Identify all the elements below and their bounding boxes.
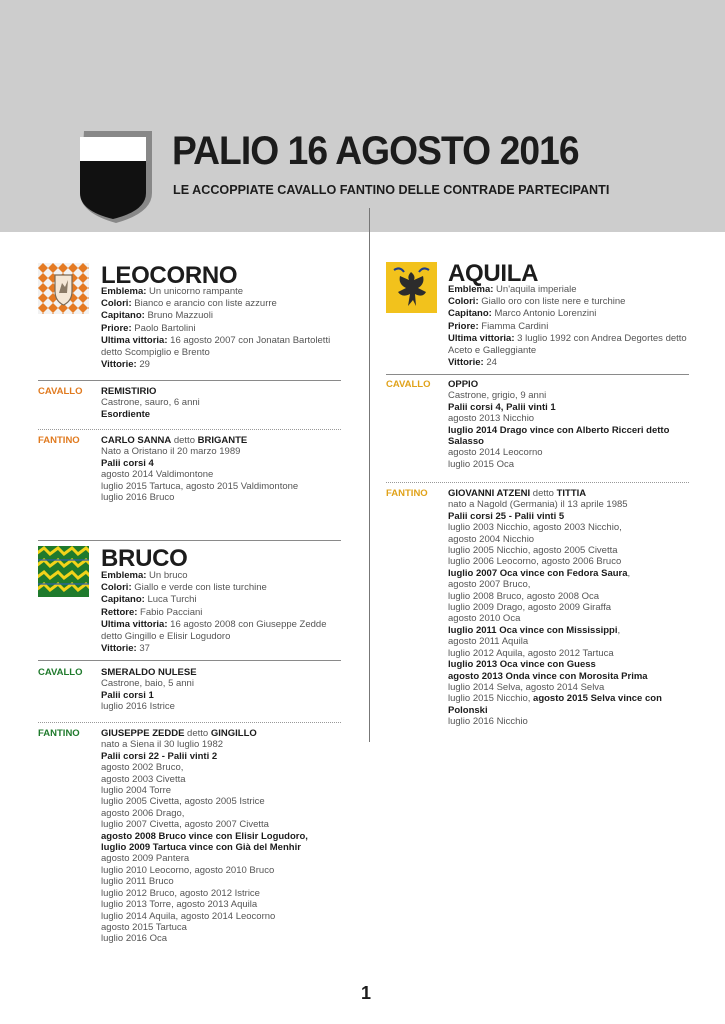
aquila-fantino-text: agosto 2010 Oca: [448, 613, 521, 625]
aquila-info-line: [448, 296, 687, 308]
aquila-fantino-text: luglio 2014 Selva, agosto 2014 Selva: [448, 681, 605, 693]
bruco-cavallo-text: Castrone, baio, 5 anni: [101, 678, 194, 690]
leocorno-info-line: [101, 286, 330, 298]
leocorno-info-value: 29: [136, 359, 150, 371]
bruco-fantino-line: [101, 888, 308, 899]
eagle-icon: [386, 262, 437, 313]
bruco-fantino-detto: detto: [184, 728, 211, 739]
unicorn-shield-icon: [38, 263, 89, 314]
aquila-fantino-line: [448, 625, 662, 636]
aquila-info: [448, 284, 687, 369]
aquila-fantino-text: luglio 2016 Nicchio: [448, 716, 528, 728]
aquila-fantino-text: luglio 2005 Nicchio, agosto 2005 Civetta: [448, 545, 618, 557]
aquila-fantino-nickname: TITTIA: [556, 488, 587, 499]
aquila-cavallo-entry: [448, 379, 669, 470]
bruco-info-line: [101, 607, 327, 619]
bruco-cavallo-line: [101, 690, 197, 701]
bruco-fantino-text: agosto 2002 Bruco,: [101, 762, 184, 774]
bruco-fantino-text: luglio 2012 Bruco, agosto 2012 Istrice: [101, 887, 260, 899]
leocorno-cavallo-line: [101, 386, 200, 397]
bruco-fantino-line: [101, 739, 308, 750]
leocorno-info-key: Colori:: [101, 298, 132, 310]
bruco-fantino-text: luglio 2007 Civetta, agosto 2007 Civetta: [101, 819, 269, 831]
bruco-info-value: Giallo e verde con liste turchine: [131, 582, 267, 594]
leocorno-info-value: Bruno Mazzuoli: [144, 310, 213, 322]
aquila-info-key: Vittorie:: [448, 357, 484, 369]
aquila-cavallo-text: Salasso: [448, 436, 484, 448]
aquila-info-key: Colori:: [448, 296, 479, 308]
bruco-info-line: [101, 619, 327, 631]
aquila-fantino-tail: ,: [617, 624, 621, 636]
aquila-cavallo-text: agosto 2014 Leocorno: [448, 447, 543, 459]
bruco-info-line: [101, 570, 327, 582]
bruco-fantino-line: [101, 728, 308, 739]
bruco-fantino-text: nato a Siena il 30 luglio 1982: [101, 739, 224, 751]
caterpillar-icon: [38, 546, 89, 597]
bruco-info-line: [101, 643, 327, 655]
bruco-cavallo-line: [101, 701, 197, 712]
leocorno-fantino-text: agosto 2014 Valdimontone: [101, 469, 214, 481]
page-title: PALIO 16 AGOSTO 2016: [172, 129, 579, 173]
bruco-info-value: Luca Turchi: [144, 594, 197, 606]
bruco-fantino-line: [101, 751, 308, 762]
aquila-fantino-line: [448, 671, 662, 682]
page-number: 1: [361, 983, 372, 1003]
bruco-fantino-line: [101, 785, 308, 796]
aquila-info-key: Emblema:: [448, 284, 494, 295]
bruco-fantino-text: luglio 2010 Leocorno, agosto 2010 Bruco: [101, 864, 275, 876]
bruco-dotted-rule: [38, 722, 341, 723]
aquila-cavallo-line: [448, 413, 669, 424]
bruco-fantino-line: [101, 899, 308, 910]
leocorno-fantino-text: luglio 2016 Bruco: [101, 492, 175, 504]
bruco-fantino-text: luglio 2004 Torre: [101, 785, 172, 797]
bruco-info-line: [101, 594, 327, 606]
leocorno-info-key: Capitano:: [101, 310, 145, 322]
bruco-fantino-line: [101, 865, 308, 876]
bruco-info-key: Colori:: [101, 582, 132, 594]
aquila-info-line: [448, 321, 687, 333]
bruco-cavallo-text: luglio 2016 Istrice: [101, 701, 175, 713]
aquila-fantino-line: [448, 522, 662, 533]
leocorno-info-value: Paolo Bartolini: [131, 322, 196, 334]
bruco-rule: [38, 660, 341, 661]
leocorno-fantino-detto: detto: [171, 435, 198, 446]
aquila-fantino-text: GIOVANNI ATZENI: [448, 488, 531, 499]
bruco-fantino-text: agosto 2006 Drago,: [101, 807, 185, 819]
aquila-fantino-line: [448, 693, 662, 704]
leocorno-cavallo-entry: [101, 386, 200, 420]
bruco-fantino-text: agosto 2015 Tartuca: [101, 921, 187, 933]
leocorno-info-line: [101, 310, 330, 322]
aquila-fantino-text: agosto 2013 Onda vince con Morosita Prima: [448, 670, 648, 682]
leocorno-fantino-text: Nato a Oristano il 20 marzo 1989: [101, 446, 241, 458]
page-subtitle: LE ACCOPPIATE CAVALLO FANTINO DELLE CONTRADE PARTECIPANTI: [173, 183, 610, 197]
bruco-cavallo-line: [101, 678, 197, 689]
aquila-info-value: 3 luglio 1992 con Andrea Degortes detto: [514, 332, 687, 344]
aquila-cavallo-label: CAVALLO: [386, 379, 431, 390]
leocorno-cavallo-label: CAVALLO: [38, 386, 83, 397]
aquila-fantino-text: luglio 2009 Drago, agosto 2009 Giraffa: [448, 602, 612, 614]
bruco-fantino-text: luglio 2013 Torre, agosto 2013 Aquila: [101, 899, 258, 911]
aquila-fantino-line: [448, 556, 662, 567]
aquila-fantino-line: [448, 568, 662, 579]
leocorno-info-line: [101, 323, 330, 335]
aquila-info-line: [448, 333, 687, 345]
bruco-fantino-text: Palii corsi 22 - Palii vinti 2: [101, 750, 218, 762]
bruco-fantino-line: [101, 853, 308, 864]
leocorno-info-line: [101, 298, 330, 310]
bruco-fantino-text: luglio 2011 Bruco: [101, 876, 174, 888]
bruco-fantino-text: agosto 2009 Pantera: [101, 853, 190, 865]
aquila-info-key: Capitano:: [448, 308, 492, 320]
leocorno-fantino-nickname: BRIGANTE: [197, 435, 248, 446]
bruco-info-key: Emblema:: [101, 570, 147, 581]
aquila-fantino-line: [448, 648, 662, 659]
bruco-fantino-text: agosto 2003 Civetta: [101, 773, 186, 785]
aquila-name: AQUILA: [448, 260, 539, 287]
bruco-info: [101, 570, 327, 655]
bruco-fantino-line: [101, 933, 308, 944]
aquila-fantino-line: [448, 716, 662, 727]
aquila-cavallo-text: Castrone, grigio, 9 anni: [448, 390, 547, 402]
bruco-fantino-line: [101, 842, 308, 853]
aquila-cavallo-line: [448, 390, 669, 401]
bruco-fantino-line: [101, 831, 308, 842]
aquila-info-value: Fiamma Cardini: [478, 320, 549, 332]
bruco-fantino-line: [101, 808, 308, 819]
bruco-fantino-text: luglio 2009 Tartuca vince con Già del Menhir: [101, 842, 301, 854]
bruco-fantino-line: [101, 762, 308, 773]
bruco-cavallo-text: SMERALDO NULESE: [101, 667, 197, 678]
bruco-cavallo-line: [101, 667, 197, 678]
leocorno-fantino-text: CARLO SANNA: [101, 435, 172, 446]
aquila-fantino-text: nato a Nagold (Germania) il 13 aprile 1985: [448, 499, 628, 511]
aquila-fantino-label: FANTINO: [386, 488, 428, 499]
bruco-info-key: Ultima vittoria:: [101, 618, 168, 630]
aquila-info-value: 24: [483, 357, 497, 369]
aquila-fantino-line: [448, 545, 662, 556]
leocorno-info-line: [101, 347, 330, 359]
aquila-fantino-line: [448, 705, 662, 716]
bruco-fantino-entry: [101, 728, 308, 945]
aquila-fantino-boldtail: agosto 2015 Selva vince con: [533, 693, 662, 705]
bruco-info-line: [101, 582, 327, 594]
aquila-cavallo-line: [448, 402, 669, 413]
aquila-info-line: [448, 345, 687, 357]
bruco-fantino-line: [101, 796, 308, 807]
leocorno-fantino-line: [101, 492, 298, 503]
aquila-fantino-text: luglio 2013 Oca vince con Guess: [448, 659, 596, 671]
aquila-cavallo-line: [448, 459, 669, 470]
bruco-info-line: [101, 631, 327, 643]
aquila-cavallo-text: luglio 2014 Drago vince con Alberto Ricceri detto: [448, 424, 670, 436]
aquila-dotted-rule: [386, 482, 689, 483]
bruco-info-key: Rettore:: [101, 606, 138, 618]
leocorno-cavallo-line: [101, 409, 200, 420]
aquila-fantino-text: agosto 2007 Bruco,: [448, 579, 531, 591]
leocorno-fantino-line: [101, 435, 298, 446]
leocorno-info-key: Priore:: [101, 322, 132, 334]
leocorno-fantino-entry: [101, 435, 298, 503]
aquila-fantino-line: [448, 499, 662, 510]
leocorno-cavallo-text: REMISTIRIO: [101, 386, 157, 397]
leocorno-info-value: Bianco e arancio con liste azzurre: [131, 298, 277, 310]
aquila-fantino-text: luglio 2003 Nicchio, agosto 2003 Nicchio,: [448, 522, 622, 534]
aquila-fantino-detto: detto: [530, 488, 557, 499]
aquila-fantino-text: agosto 2011 Aquila: [448, 636, 529, 648]
bruco-info-value: detto Gingillo e Elisir Logudoro: [101, 631, 231, 643]
bruco-fantino-label: FANTINO: [38, 728, 80, 739]
leocorno-cavallo-text: Esordiente: [101, 408, 151, 420]
aquila-cavallo-text: luglio 2015 Oca: [448, 458, 515, 470]
aquila-info-key: Ultima vittoria:: [448, 332, 515, 344]
aquila-fantino-line: [448, 602, 662, 613]
aquila-fantino-tail: ,: [627, 567, 631, 579]
aquila-info-value: Giallo oro con liste nere e turchine: [478, 296, 626, 308]
leocorno-fantino-text: Palii corsi 4: [101, 457, 154, 469]
aquila-rule: [386, 374, 689, 375]
aquila-info-line: [448, 284, 687, 296]
leocorno-fantino-text: luglio 2015 Tartuca, agosto 2015 Valdimontone: [101, 480, 299, 492]
aquila-fantino-text: agosto 2004 Nicchio: [448, 533, 535, 545]
bruco-fantino-nickname: GINGILLO: [210, 728, 257, 739]
leocorno-info-key: Vittorie:: [101, 359, 137, 371]
aquila-info-value: Marco Antonio Lorenzini: [491, 308, 597, 320]
bruco-cavallo-text: Palii corsi 1: [101, 689, 154, 701]
bruco-fantino-line: [101, 774, 308, 785]
aquila-cavallo-line: [448, 425, 669, 436]
leocorno-dotted-rule: [38, 429, 341, 430]
aquila-fantino-line: [448, 511, 662, 522]
leocorno-info: [101, 286, 330, 371]
aquila-cavallo-line: [448, 379, 669, 390]
leocorno-fantino-line: [101, 446, 298, 457]
aquila-fantino-text: Palii corsi 25 - Palii vinti 5: [448, 510, 565, 522]
aquila-fantino-entry: [448, 488, 662, 728]
bruco-name: BRUCO: [101, 545, 188, 572]
bruco-fantino-line: [101, 922, 308, 933]
leocorno-rule: [38, 380, 341, 381]
bruco-fantino-text: agosto 2008 Bruco vince con Elisir Logudoro,: [101, 830, 308, 842]
aquila-info-line: [448, 357, 687, 369]
bruco-cavallo-entry: [101, 667, 197, 713]
aquila-fantino-line: [448, 682, 662, 693]
aquila-info-value: Un'aquila imperiale: [493, 284, 577, 295]
aquila-cavallo-line: [448, 447, 669, 458]
aquila-fantino-line: [448, 488, 662, 499]
bruco-info-value: Un bruco: [146, 570, 188, 581]
aquila-fantino-line: [448, 636, 662, 647]
bruco-fantino-line: [101, 876, 308, 887]
bruco-fantino-text: luglio 2016 Oca: [101, 933, 168, 945]
aquila-fantino-line: [448, 579, 662, 590]
aquila-cavallo-text: agosto 2013 Nicchio: [448, 413, 535, 425]
bruco-cavallo-label: CAVALLO: [38, 667, 83, 678]
leocorno-info-value: Un unicorno rampante: [146, 286, 244, 297]
aquila-info-value: Aceto e Galleggiante: [448, 345, 537, 357]
aquila-cavallo-line: [448, 436, 669, 447]
aquila-info-key: Priore:: [448, 320, 479, 332]
column-divider: [369, 208, 370, 742]
leocorno-fantino-line: [101, 481, 298, 492]
leocorno-cavallo-text: Castrone, sauro, 6 anni: [101, 397, 200, 409]
aquila-fantino-text: luglio 2012 Aquila, agosto 2012 Tartuca: [448, 647, 614, 659]
bruco-fantino-line: [101, 819, 308, 830]
aquila-fantino-text: luglio 2006 Leocorno, agosto 2006 Bruco: [448, 556, 622, 568]
leocorno-info-value: detto Scompiglio e Brento: [101, 347, 210, 359]
bruco-fantino-text: GIUSEPPE ZEDDE: [101, 728, 185, 739]
aquila-cavallo-text: Palii corsi 4, Palii vinti 1: [448, 401, 556, 413]
contrada-shield-icon: [80, 131, 152, 223]
aquila-fantino-text: luglio 2007 Oca vince con Fedora Saura: [448, 567, 628, 579]
aquila-fantino-line: [448, 613, 662, 624]
aquila-fantino-text: luglio 2015 Nicchio,: [448, 693, 534, 705]
leocorno-fantino-line: [101, 469, 298, 480]
bruco-top-rule: [38, 540, 341, 541]
bruco-info-value: Fabio Pacciani: [137, 606, 203, 618]
leocorno-info-line: [101, 359, 330, 371]
bruco-info-key: Capitano:: [101, 594, 145, 606]
leocorno-fantino-line: [101, 458, 298, 469]
leocorno-info-key: Ultima vittoria:: [101, 334, 168, 346]
bruco-fantino-text: luglio 2014 Aquila, agosto 2014 Leocorno: [101, 910, 276, 922]
aquila-fantino-text: luglio 2011 Oca vince con Mississippi: [448, 624, 618, 636]
aquila-info-line: [448, 308, 687, 320]
aquila-cavallo-text: OPPIO: [448, 379, 479, 390]
bruco-fantino-line: [101, 911, 308, 922]
bruco-info-value: 16 agosto 2008 con Giuseppe Zedde: [167, 618, 327, 630]
aquila-fantino-text: luglio 2008 Bruco, agosto 2008 Oca: [448, 590, 600, 602]
bruco-info-value: 37: [136, 643, 150, 655]
leocorno-info-line: [101, 335, 330, 347]
bruco-fantino-text: luglio 2005 Civetta, agosto 2005 Istrice: [101, 796, 265, 808]
leocorno-fantino-label: FANTINO: [38, 435, 80, 446]
leocorno-name: LEOCORNO: [101, 262, 238, 289]
leocorno-cavallo-line: [101, 397, 200, 408]
leocorno-info-value: 16 agosto 2007 con Jonatan Bartoletti: [167, 334, 331, 346]
aquila-fantino-text: Polonski: [448, 704, 488, 716]
leocorno-info-key: Emblema:: [101, 286, 147, 297]
aquila-fantino-line: [448, 659, 662, 670]
aquila-fantino-line: [448, 591, 662, 602]
aquila-fantino-line: [448, 534, 662, 545]
bruco-info-key: Vittorie:: [101, 643, 137, 655]
